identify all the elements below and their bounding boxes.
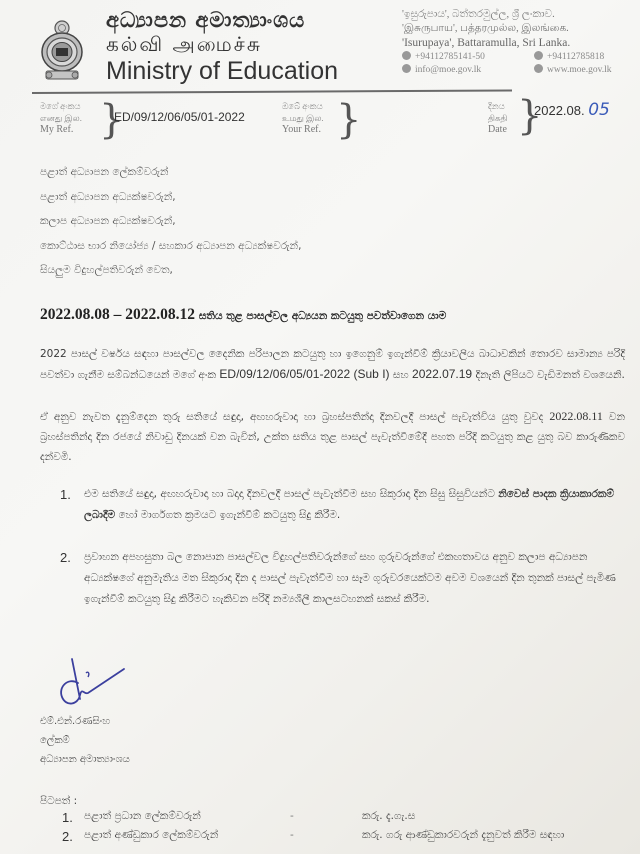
my-ref-label-ta: எனது இல. [40,113,82,123]
your-ref-label-en: Your Ref. [282,124,321,135]
ministry-name-sinhala: අධ්‍යාපන අමාත්‍යාංශය [106,8,306,32]
recipient-line: පළාත් අධ්‍යාපන අධ්‍යක්ෂවරුන්, [40,190,176,203]
ministry-names [106,8,338,86]
fax-number: +94112785818 [547,52,605,62]
date-block [488,100,507,136]
your-ref-block [282,100,324,136]
contact-details [402,51,640,77]
my-ref-brace: } [99,97,125,143]
signatory-block [40,712,130,769]
copy-number: 2. [62,829,73,844]
recipient-line: කොට්ඨාස භාර නියෝජ්‍ය / සහකාර අධ්‍යාපන අධ්‍යක්ෂවරුන්, [40,239,302,252]
ministry-name-english: Ministry of Education [106,57,339,85]
instruction-item-2 [60,547,620,610]
date-label-ta: திகதி [488,113,508,123]
your-ref-label-si: ඔබේ අංකය [282,101,323,111]
fax-icon [534,51,543,60]
date-handwritten: 05 [588,100,610,120]
globe-icon [534,64,543,73]
your-ref-label-ta: உமது இல. [282,113,324,123]
paragraph-text: වන බ්‍රහස්පතින්දා දින රජයේ නිවාඩු දිනයක් වන බැවින්, උක්ත සතිය තුළ පාසල් පැවැත්වීමේදී පහත පරිදි කටයුතු කළ යුතු බව කාරුණිකව දන්වමි. [40,411,625,463]
copy-number: 1. [62,810,73,825]
subject-dates: 2022.08.08 – 2022.08.12 [40,306,195,323]
subject-text: සතිය තුළ පාසල්වල අධ්‍යයන කටයුතු පවත්වාගෙන යාම [198,310,447,322]
recipient-line: කලාප අධ්‍යාපන අධ්‍යක්ෂවරුන්, [40,215,176,227]
ministry-name-tamil: கல்வி அமைச்சு [106,32,262,56]
your-ref-brace: } [336,97,362,143]
phone-contact [402,51,534,64]
copy-dash: - [290,810,294,822]
my-ref-label-si: මගේ අංකය [40,101,81,111]
national-emblem-icon [38,18,86,84]
item-text-bold: නිවෙස් පාදක ක්‍රියාකාරකම් ලබාදීම [84,488,614,521]
paragraph-text: 2022 පාසල් වර්ෂය සඳහා පාසල්වල දෛනික පරිපාලන කටයුතු හා ඉගෙනුම් ඉගැන්වීම් ක්‍රියාවලිය බාධාවකින් තොරව සාමාන්‍ය පරිදි පවත්වා ගැනීම සම්බන්ධයෙන් මගේ අංක [40,348,625,381]
paragraph-text: දිනැති ලිපියට වැඩිමනත් වශයෙනි. [475,369,625,381]
holiday-date: 2022.08.11 [549,409,603,423]
copies-section [40,792,630,848]
paragraph-text: සහ [392,369,409,381]
instruction-item-1 [60,484,620,526]
item-number: 2. [60,550,71,565]
item-text-part: එම සතියේ සඳුදා, අඟහරුවාදා හා බදාදා දිනවලදී පාසල් පැවැත්වීම සහ සිකුරාදා දින සිසු සිසුවියන්ට [84,488,495,500]
body-paragraph-1 [40,344,625,385]
recipients-list [40,160,301,283]
phone-number: +94112785141-50 [415,52,485,62]
item-text [84,484,620,526]
address-english: 'Isurupaya', Battaramulla, Sri Lanka. [402,37,571,49]
email-contact [402,64,534,77]
item-text: ප්‍රවාහන අපහසුතා බල නොපාන පාසල්වල විදුහල්පතිවරුන්ගේ සහ ගුරුවරුන්ගේ එකඟතාවය අනුව කලාප අධ්‍යාපන අධ්‍යක්ෂගේ අනුමැතිය මත සිකුරාදා දින ද පාසල් පැවැත්වීම හා සෑම ගුරුවරයෙක්ටම අවම වශයෙන් දින තුනක් පාසල් පැමිණ ඉගැන්වීම් කටයුතු සිදු කිරීමට හැකිවන පරිදි නම්‍යශීලී කාලසටහනක් සකස් කිරීම. [84,551,616,605]
letterhead-divider [32,89,512,94]
date-brace: } [517,93,543,139]
phone-icon [402,51,411,60]
reference-date: 2022.07.19 [412,367,473,381]
copy-recipient: පළාත් අණ්ඩුකාර ලේකම්වරුන් [84,829,219,841]
recipient-line: පළාත් අධ්‍යාපන ලේකම්වරුන් [40,166,169,178]
my-ref-value: ED/09/12/06/05/01-2022 [114,110,245,124]
reference-number: ED/09/12/06/05/01-2022 (Sub I) [219,367,390,381]
recipient-line: සියලුම විදුහල්පතිවරුන් වෙත, [40,264,173,276]
letter-subject [40,306,446,324]
website-contact [534,64,640,77]
email-address: info@moe.gov.lk [415,65,482,75]
address-sinhala: 'ඉසුරුපාය', බත්තරමුල්ල, ශ්‍රී ලංකාව. [402,9,555,20]
body-paragraph-2 [40,406,625,467]
my-ref-labels [40,100,82,136]
copy-recipient: පළාත් ප්‍රධාන ලේකම්වරුන් [84,810,201,822]
email-icon [402,64,411,73]
date-label-en: Date [488,124,507,135]
item-text-part: හෝ මාර්ගගත ක්‍රමයට ඉගැන්වීම් කටයුතු සිදු කිරීම. [118,509,341,521]
copy-row [62,829,630,848]
date-value [534,100,610,120]
copy-row [62,810,630,829]
date-labels [488,100,507,136]
item-number: 1. [60,487,71,502]
your-ref-labels [282,100,324,136]
fax-contact [534,51,640,64]
copy-dash: - [290,829,294,841]
paragraph-text: ඒ අනුව නැවත දැනුම්දෙන තුරු සතියේ සඳුදා, අඟහරුවාදා හා බ්‍රහස්පතින්දා දිනවලදී පාසල් පැවැත්විය යුතු වුවද [40,411,544,423]
date-label-si: දිනය [488,101,505,111]
date-printed: 2022.08. [534,103,585,118]
copy-note: කරු. දැ.ගැ.ස [362,810,416,822]
signatory-name: එම්.එන්.රණසිංහ [40,716,111,727]
ministry-address [402,8,640,77]
my-ref-block [40,100,82,136]
signatory-title: ලේකම් [40,735,70,746]
website-url: www.moe.gov.lk [547,65,612,75]
signatory-organization: අධ්‍යාපන අමාත්‍යාංශය [40,754,130,765]
address-tamil: 'இசுருபாய', பத்தரமுல்ல, இலங்கை. [402,23,569,34]
handwritten-signature-icon [48,655,138,710]
copy-note: කරු. ගරු ආණ්ඩුකාරවරුන් දැනුවත් කිරීම සඳහා [362,829,565,841]
my-ref-label-en: My Ref. [40,124,74,135]
copies-header: පිටපත් : [40,795,78,807]
